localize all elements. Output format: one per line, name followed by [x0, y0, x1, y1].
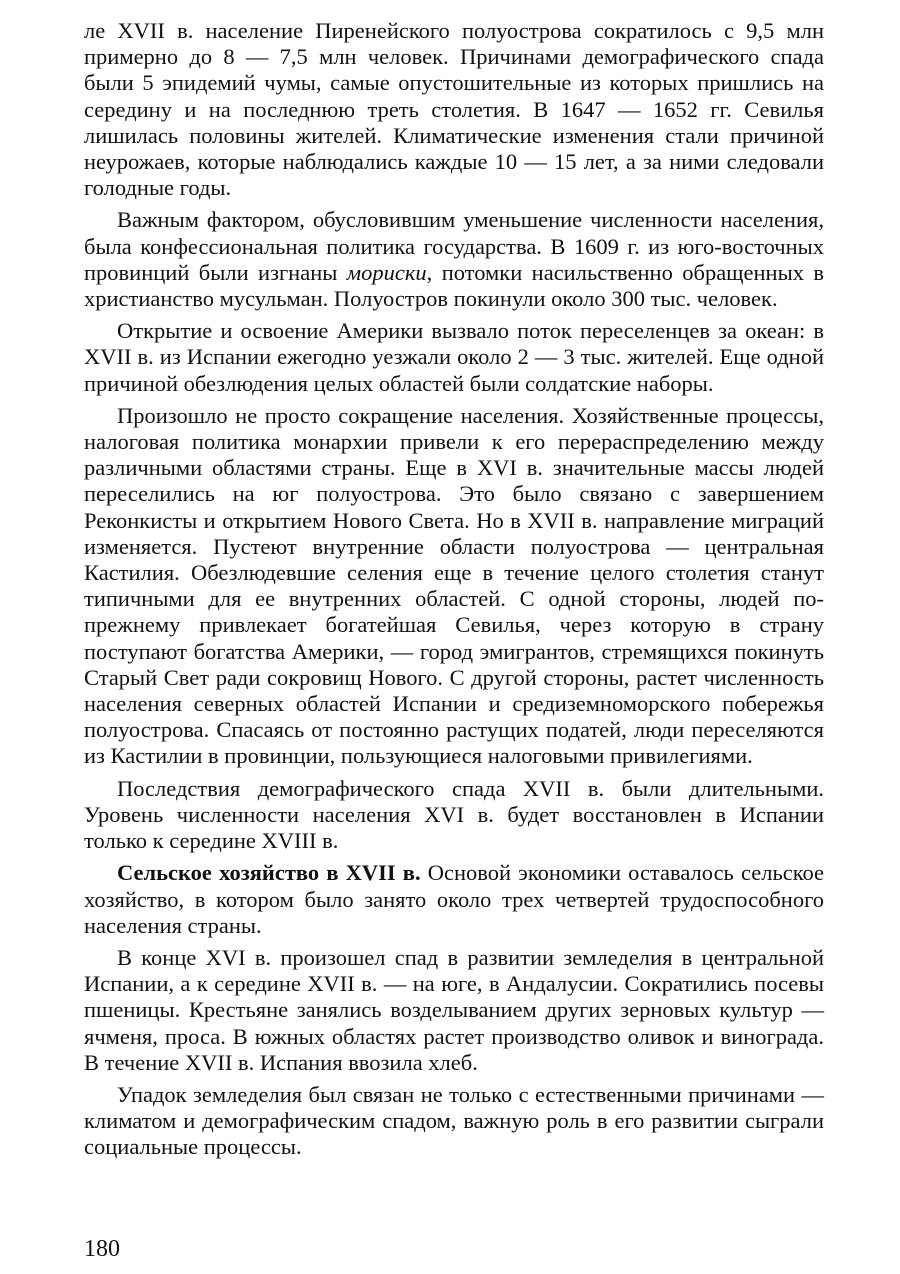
paragraph-2-text-a: Важным фактором, обусловившим уменьшение численности населения, была конфессиональная политика государства. В 1609 г. из юго-восточных провинций были изгнаны	[84, 207, 824, 285]
term-moriski: мориски	[346, 259, 427, 285]
paragraph-1-text: ле XVII в. население Пиренейского полуострова сократилось с 9,5 млн примерно до 8 — 7,5 млн человек. Причинами демографического спада были 5 эпидемий чумы, самые опустошительные из которых пришлись на середину и на последнюю треть столетия. В 1647 — 1652 гг. Севилья лишилась половины жителей. Климатические изменения стали причиной неурожаев, которые наблюдались каждые 10 — 15 лет, а за ними следовали голодные годы.	[84, 18, 824, 201]
paragraph-5-text: Последствия демографического спада XVII в. были длительными. Уровень численности населения XVI в. будет восстановлен в Испании только к середине XVIII в.	[84, 775, 824, 854]
paragraph-3	[84, 318, 824, 397]
paragraph-1	[84, 18, 824, 201]
page-body	[84, 18, 824, 1161]
paragraph-7-text: В конце XVI в. произошел спад в развитии земледелия в центральной Испании, а к середине XVII в. — на юге, в Андалусии. Сократились посевы пшеницы. Крестьяне занялись возделыванием других зерновых культур — ячменя, проса. В южных областях растет производство оливок и винограда. В течение XVII в. Испания ввозила хлеб.	[84, 944, 824, 1075]
paragraph-2-text-b: , потомки насильственно обращенных в христианство мусульман. Полуостров покинули около 300 тыс. человек.	[84, 259, 824, 312]
paragraph-3-text: Открытие и освоение Америки вызвало поток переселенцев за океан: в XVII в. из Испании ежегодно уезжали около 2 — 3 тыс. жителей. Еще одной причиной обезлюдения целых областей были солдатские наборы.	[84, 318, 824, 396]
section-heading-agriculture: Сельское хозяйство в XVII в.	[117, 860, 421, 886]
paragraph-6-text: Основой экономики оставалось сельское хозяйство, в котором было занято около трех четвертей трудоспособного населения страны.	[84, 860, 824, 938]
paragraph-8	[84, 1082, 824, 1161]
paragraph-8-text: Упадок земледелия был связан не только с естественными причинами — климатом и демографическим спадом, важную роль в его развитии сыграли социальные процессы.	[84, 1081, 824, 1160]
paragraph-6	[84, 860, 824, 939]
paragraph-4-text: Произошло не просто сокращение населения. Хозяйственные процессы, налоговая политика монархии привели к его перераспределению между различными областями страны. Еще в XVI в. значительные массы людей переселились на юг полуострова. Это было связано с завершением Реконкисты и открытием Нового Света. Но в XVII в. направление миграций изменяется. Пустеют внутренние области полуострова — центральная Кастилия. Обезлюдевшие селения еще в течение целого столетия станут типичными для ее внутренних областей. С одной стороны, людей по-прежнему привлекает богатейшая Севилья, через которую в страну поступают богатства Америки, — город эмигрантов, стремящихся покинуть Старый Свет ради сокровищ Нового. С другой стороны, растет численность населения северных областей Испании и средиземноморского побережья полуострова. Спасаясь от постоянно растущих податей, люди переселяются из Кастилии в провинции, пользующиеся налоговыми привилегиями.	[84, 402, 824, 769]
paragraph-2	[84, 207, 824, 312]
paragraph-4	[84, 403, 824, 770]
paragraph-7	[84, 945, 824, 1076]
page-number: 180	[84, 1236, 120, 1262]
paragraph-5	[84, 776, 824, 855]
